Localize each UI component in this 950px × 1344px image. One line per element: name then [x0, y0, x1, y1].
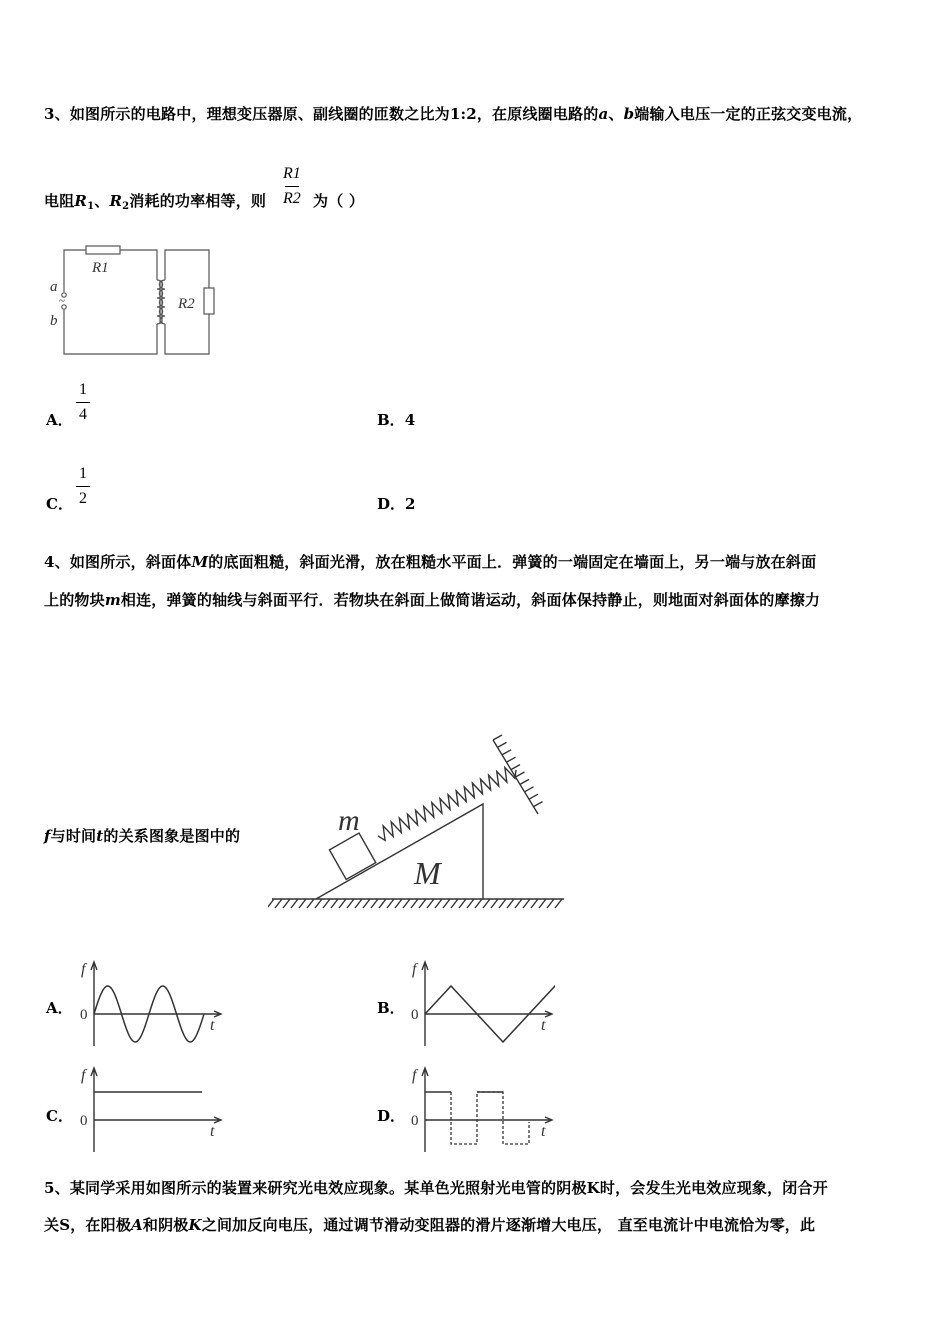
circuit-tilde: ~	[59, 295, 65, 307]
q4-line2: 上的物块m相连，弹簧的轴线与斜面平行．若物块在斜面上做简谐运动，斜面体保持静止，则地面对斜面体的摩擦力	[44, 591, 821, 609]
circuit-a-label: a	[50, 279, 58, 295]
svg-text:t: t	[210, 1123, 215, 1140]
q5-line1: 5、某同学采用如图所示的装置来研究光电效应现象。某单色光照射光电管的阴极K时，会发生光电效应现象，闭合开	[44, 1179, 828, 1197]
q4-option-b-graph[interactable]	[405, 958, 555, 1050]
svg-text:0: 0	[80, 1113, 88, 1129]
block-m-label: m	[338, 804, 360, 837]
incline-M-label: M	[414, 855, 441, 891]
svg-text:t: t	[541, 1123, 546, 1140]
svg-text:0: 0	[411, 1007, 419, 1023]
svg-text:t: t	[541, 1017, 546, 1034]
q3-option-c-label[interactable]: C．	[46, 495, 73, 513]
q3-option-a-fraction[interactable]: 1 4	[76, 380, 90, 425]
q4-option-a-label[interactable]: A．	[46, 999, 73, 1017]
q4-line1: 4、如图所示，斜面体M的底面粗糙，斜面光滑，放在粗糙水平面上．弹簧的一端固定在墙面上，另一端与放在斜面	[44, 553, 817, 571]
svg-text:f: f	[412, 1067, 417, 1084]
q3-line2: 电阻$R_1$、$R_2$消耗的功率相等，则	[44, 192, 267, 212]
q3-option-b[interactable]: B．4	[377, 411, 416, 429]
q3-line1: 3、如图所示的电路中，理想变压器原、副线圈的匝数之比为1:2，在原线圈电路的a、b端输入电压一定的正弦交变电流，	[44, 105, 863, 123]
q4-option-c-graph[interactable]	[74, 1064, 224, 1156]
q4-line3: f与时间t的关系图象是图中的	[44, 827, 241, 845]
svg-text:f: f	[81, 1067, 86, 1084]
q3-line2-end: 为（ ）	[313, 192, 365, 210]
q4-option-b-label[interactable]: B．	[377, 999, 405, 1017]
q4-option-d-graph[interactable]	[405, 1064, 555, 1156]
svg-text:t: t	[210, 1017, 215, 1034]
q4-incline-figure	[268, 720, 568, 915]
svg-text:f: f	[412, 961, 417, 978]
svg-text:f: f	[81, 961, 86, 978]
q3-option-c-fraction[interactable]: 1 2	[76, 464, 90, 509]
q3-option-a-label[interactable]: A．	[46, 411, 73, 429]
svg-text:0: 0	[411, 1113, 419, 1129]
q5-line2: 关S，在阳极A和阴极K之间加反向电压，通过调节滑动变阻器的滑片逐渐增大电压， 直至电流计中电流恰为零，此	[44, 1216, 816, 1234]
q4-option-a-graph[interactable]	[74, 958, 224, 1050]
q4-option-c-label[interactable]: C．	[46, 1107, 73, 1125]
q3-circuit-diagram	[44, 242, 216, 358]
circuit-R1-label: R1	[92, 260, 109, 276]
q3-option-d[interactable]: D．2	[377, 495, 416, 513]
q4-option-d-label[interactable]: D．	[377, 1107, 406, 1125]
q3-ratio-fraction: R1 R2	[283, 165, 301, 207]
circuit-R2-label: R2	[178, 296, 195, 312]
svg-text:0: 0	[80, 1007, 88, 1023]
circuit-b-label: b	[50, 313, 58, 329]
